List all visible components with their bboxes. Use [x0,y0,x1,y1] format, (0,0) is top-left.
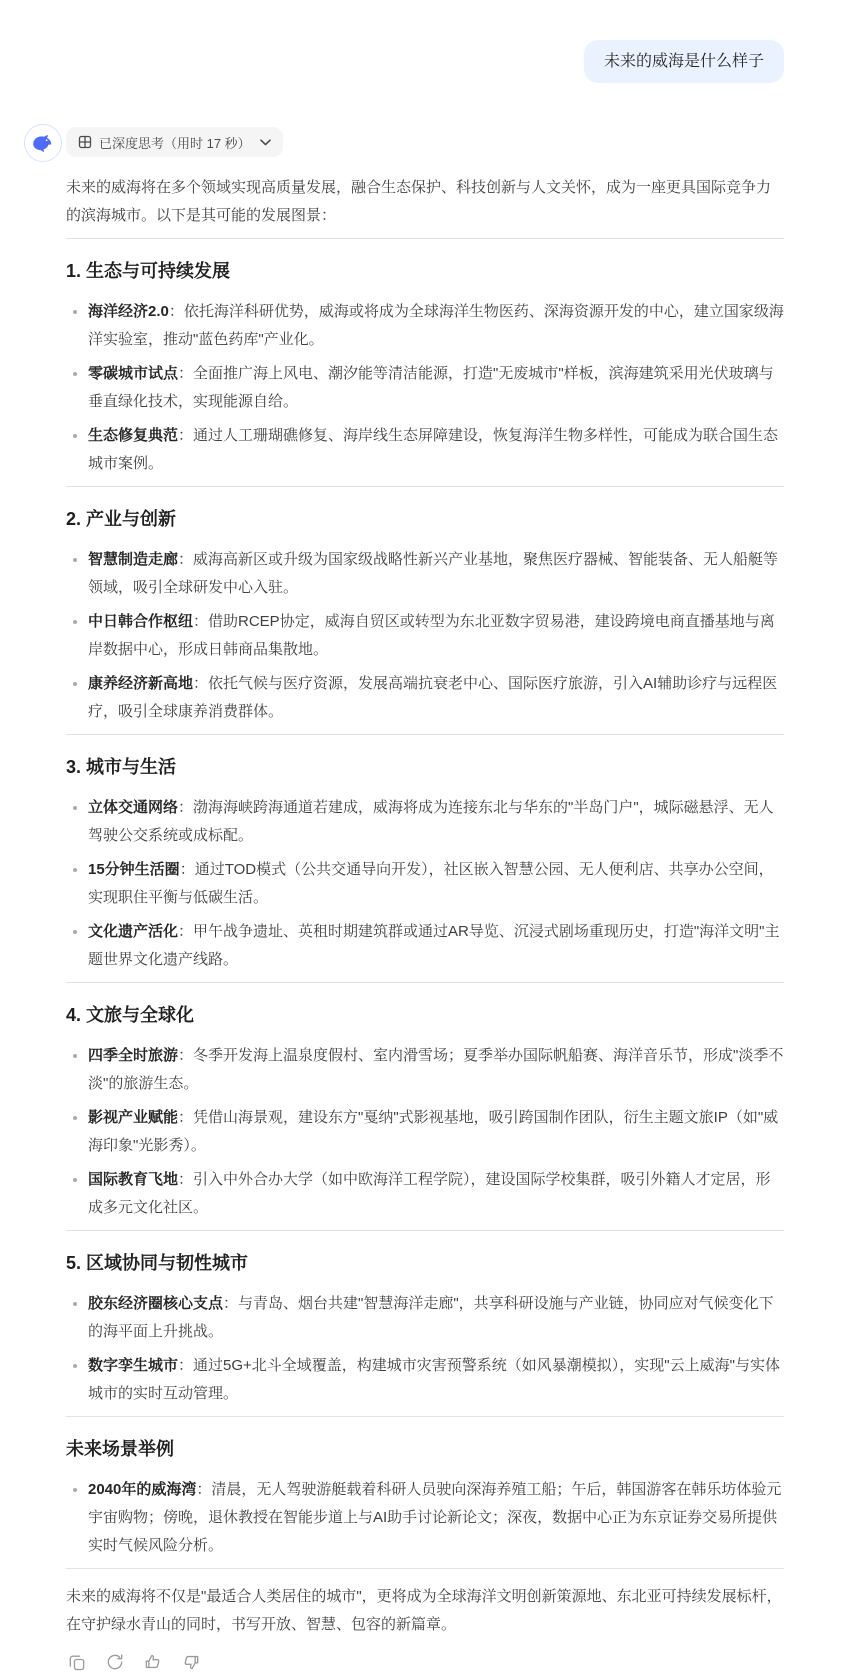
item-term: 海洋经济2.0 [88,303,169,320]
assistant-message-content [66,124,784,1672]
item-term: 零碳城市试点 [88,365,179,382]
section-title: 1. 生态与可持续发展 [66,261,231,281]
section-divider [66,982,784,983]
list-item [66,422,784,478]
section-divider [66,734,784,735]
item-text: ：冬季开发海上温泉度假村、室内滑雪场；夏季举办国际帆船赛、海洋音乐节，形成"淡季不淡"的旅游生态。 [88,1047,784,1092]
section-divider [66,238,784,239]
item-text: ：渤海海峡跨海通道若建成，威海将成为连接东北与华东的"半岛门户"，城际磁悬浮、无人驾驶公交系统或成标配。 [88,799,774,844]
section-list [66,1476,784,1560]
assistant-avatar [24,124,62,162]
deepthink-icon [78,135,92,149]
list-item [66,856,784,912]
user-message-bubble: 未来的威海是什么样子 [584,40,784,83]
item-term: 影视产业赋能 [88,1109,179,1126]
item-text: ：通过人工珊瑚礁修复、海岸线生态屏障建设，恢复海洋生物多样性，可能成为联合国生态城市案例。 [88,427,779,472]
whale-logo-icon [31,131,55,155]
item-text: ：通过5G+北斗全域覆盖，构建城市灾害预警系统（如风暴潮模拟），实现"云上威海"与实体城市的实时互动管理。 [88,1357,780,1402]
regenerate-button[interactable] [104,1651,125,1672]
list-item [66,918,784,974]
list-item [66,1042,784,1098]
intro-paragraph: 未来的威海将在多个领域实现高质量发展，融合生态保护、科技创新与人文关怀，成为一座更具国际竞争力的滨海城市。以下是其可能的发展图景： [66,179,772,224]
item-term: 国际教育飞地 [88,1171,179,1188]
item-term: 康养经济新高地 [88,675,194,692]
list-item [66,1352,784,1408]
list-item [66,360,784,416]
list-item [66,1166,784,1222]
thumbs-up-button[interactable] [142,1651,163,1672]
section-list [66,546,784,726]
section-title: 4. 文旅与全球化 [66,1005,195,1025]
item-term: 胶东经济圈核心支点 [88,1295,224,1312]
chevron-down-icon [260,139,271,146]
copy-icon [67,1652,87,1672]
list-item [66,794,784,850]
section-divider [66,1230,784,1231]
closing-paragraph: 未来的威海将不仅是"最适合人类居住的城市"，更将成为全球海洋文明创新策源地、东北亚可持续发展标杆，在守护绿水青山的同时，书写开放、智慧、包容的新篇章。 [66,1588,782,1633]
list-item [66,298,784,354]
section-list [66,794,784,974]
item-term: 智慧制造走廊 [88,551,179,568]
section-divider [66,486,784,487]
item-text: ：借助RCEP协定，威海自贸区或转型为东北亚数字贸易港，建设跨境电商直播基地与离岸数据中心，形成日韩商品集散地。 [88,613,775,658]
section-title: 未来场景举例 [66,1439,174,1459]
item-term: 数字孪生城市 [88,1357,179,1374]
item-text: ：清晨，无人驾驶游艇载着科研人员驶向深海养殖工船；午后，韩国游客在韩乐坊体验元宇宙购物；傍晚，退休教授在智能步道上与AI助手讨论新论文；深夜，数据中心正为东京证券交易所提供实时气候风险分析。 [88,1481,782,1554]
list-item [66,1290,784,1346]
item-term: 2040年的威海湾 [88,1481,197,1498]
item-text: ：与青岛、烟台共建"智慧海洋走廊"，共享科研设施与产业链，协同应对气候变化下的海平面上升挑战。 [88,1295,774,1340]
item-term: 四季全时旅游 [88,1047,179,1064]
section-divider [66,1568,784,1569]
list-item [66,670,784,726]
section-list [66,1042,784,1222]
item-term: 文化遗产活化 [88,923,179,940]
item-text: ：甲午战争遗址、英租时期建筑群或通过AR导览、沉浸式剧场重现历史，打造"海洋文明"主题世界文化遗产线路。 [88,923,780,968]
section-title: 3. 城市与生活 [66,757,177,777]
list-item [66,546,784,602]
regenerate-icon [105,1652,125,1672]
item-text: ：凭借山海景观，建设东方"戛纳"式影视基地，吸引跨国制作团队，衍生主题文旅IP（如"威海印象"光影秀）。 [88,1109,779,1154]
section-list [66,1290,784,1408]
item-term: 立体交通网络 [88,799,179,816]
section-list [66,298,784,478]
list-item [66,1104,784,1160]
item-text: ：依托海洋科研优势，威海或将成为全球海洋生物医药、深海资源开发的中心，建立国家级海洋实验室，推动"蓝色药库"产业化。 [88,303,784,348]
assistant-message-row [0,124,843,1672]
deep-think-label: 已深度思考（用时 17 秒） [99,135,251,151]
user-message-row [0,0,843,83]
section-title: 2. 产业与创新 [66,509,177,529]
item-text: ：通过TOD模式（公共交通导向开发），社区嵌入智慧公园、无人便利店、共享办公空间，实现职住平衡与低碳生活。 [88,861,774,906]
list-item [66,1476,784,1560]
deep-think-toggle[interactable] [66,127,283,157]
item-text: ：依托气候与医疗资源，发展高端抗衰老中心、国际医疗旅游，引入AI辅助诊疗与远程医疗，吸引全球康养消费群体。 [88,675,778,720]
section-divider [66,1416,784,1417]
list-item [66,608,784,664]
item-term: 中日韩合作枢纽 [88,613,194,630]
thumbs-down-icon [181,1652,201,1672]
copy-button[interactable] [66,1651,87,1672]
message-actions [66,1651,784,1672]
thumbs-up-icon [143,1652,163,1672]
thumbs-down-button[interactable] [180,1651,201,1672]
item-term: 生态修复典范 [88,427,179,444]
item-term: 15分钟生活圈 [88,861,180,878]
section-title: 5. 区域协同与韧性城市 [66,1253,249,1273]
item-text: ：引入中外合办大学（如中欧海洋工程学院），建设国际学校集群，吸引外籍人才定居，形成多元文化社区。 [88,1171,771,1216]
item-text: ：全面推广海上风电、潮汐能等清洁能源，打造"无废城市"样板，滨海建筑采用光伏玻璃与垂直绿化技术，实现能源自给。 [88,365,774,410]
item-text: ：威海高新区或升级为国家级战略性新兴产业基地，聚焦医疗器械、智能装备、无人船艇等领域，吸引全球研发中心入驻。 [88,551,779,596]
